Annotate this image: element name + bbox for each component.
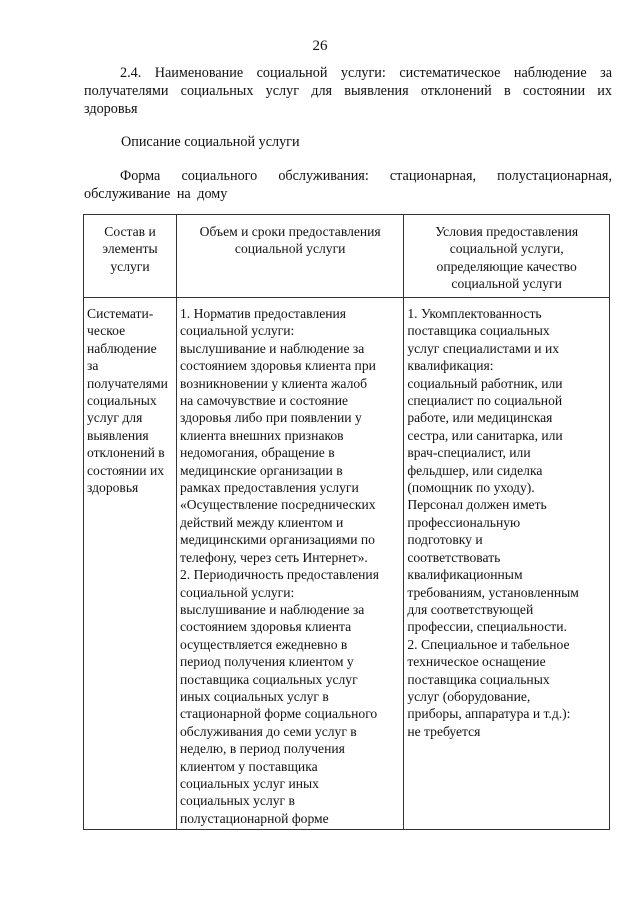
header-conditions: Условия предоставления социальной услуги, определяющие качество социальной услуги (404, 215, 610, 298)
service-table (83, 214, 610, 830)
service-form-text: Форма социального обслуживания: стационарная, полустационарная, обслуживание на дому (84, 168, 612, 202)
header-composition: Состав и элементы услуги (84, 215, 177, 298)
description-heading: Описание социальной услуги (121, 134, 300, 150)
table-row (84, 298, 610, 830)
section-title: 2.4. Наименование социальной услуги: систематическое наблюдение за получателями социальных услуг для выявления отклонений в состоянии их здоровья (84, 65, 612, 117)
table-header-row (84, 215, 610, 298)
cell-conditions: 1. Укомплектованность поставщика социальных услуг специалистами и их квалификация: социальный работник, или специалист по социальной работе, или медицинская сестра, или санитарка, или врач-специалист, или фельдшер, или сиделка (помощник по уходу). Персонал должен иметь профессиональную подготовку и соответствовать квалификационным требованиям, установленным для соответствующей профессии, специальности. 2. Специальное и табельное техническое оснащение поставщика социальных услуг (оборудование, приборы, аппаратура и т.д.): не требуется (404, 298, 610, 830)
header-volume-terms: Объем и сроки предоставления социальной услуги (177, 215, 404, 298)
page-number: 26 (312, 38, 328, 54)
cell-composition: Системати- ческое наблюдение за получателями социальных услуг для выявления отклонений в состоянии их здоровья (84, 298, 177, 830)
cell-volume-terms: 1. Норматив предоставления социальной услуги: выслушивание и наблюдение за состоянием здоровья клиента при возникновении у клиента жалоб на самочувствие и состояние здоровья либо при появлении у клиента внешних признаков недомогания, обращение в медицинские организации в рамках предоставления услуги «Осуществление посреднических действий между клиентом и медицинскими организациями по телефону, через сеть Интернет». 2. Периодичность предоставления социальной услуги: выслушивание и наблюдение за состоянием здоровья клиента осуществляется ежедневно в период получения клиентом у поставщика социальных услуг иных социальных услуг в стационарной форме социального обслуживания до семи услуг в неделю, в период получения клиентом у поставщика социальных услуг иных социальных услуг в полустационарной форме (177, 298, 404, 830)
